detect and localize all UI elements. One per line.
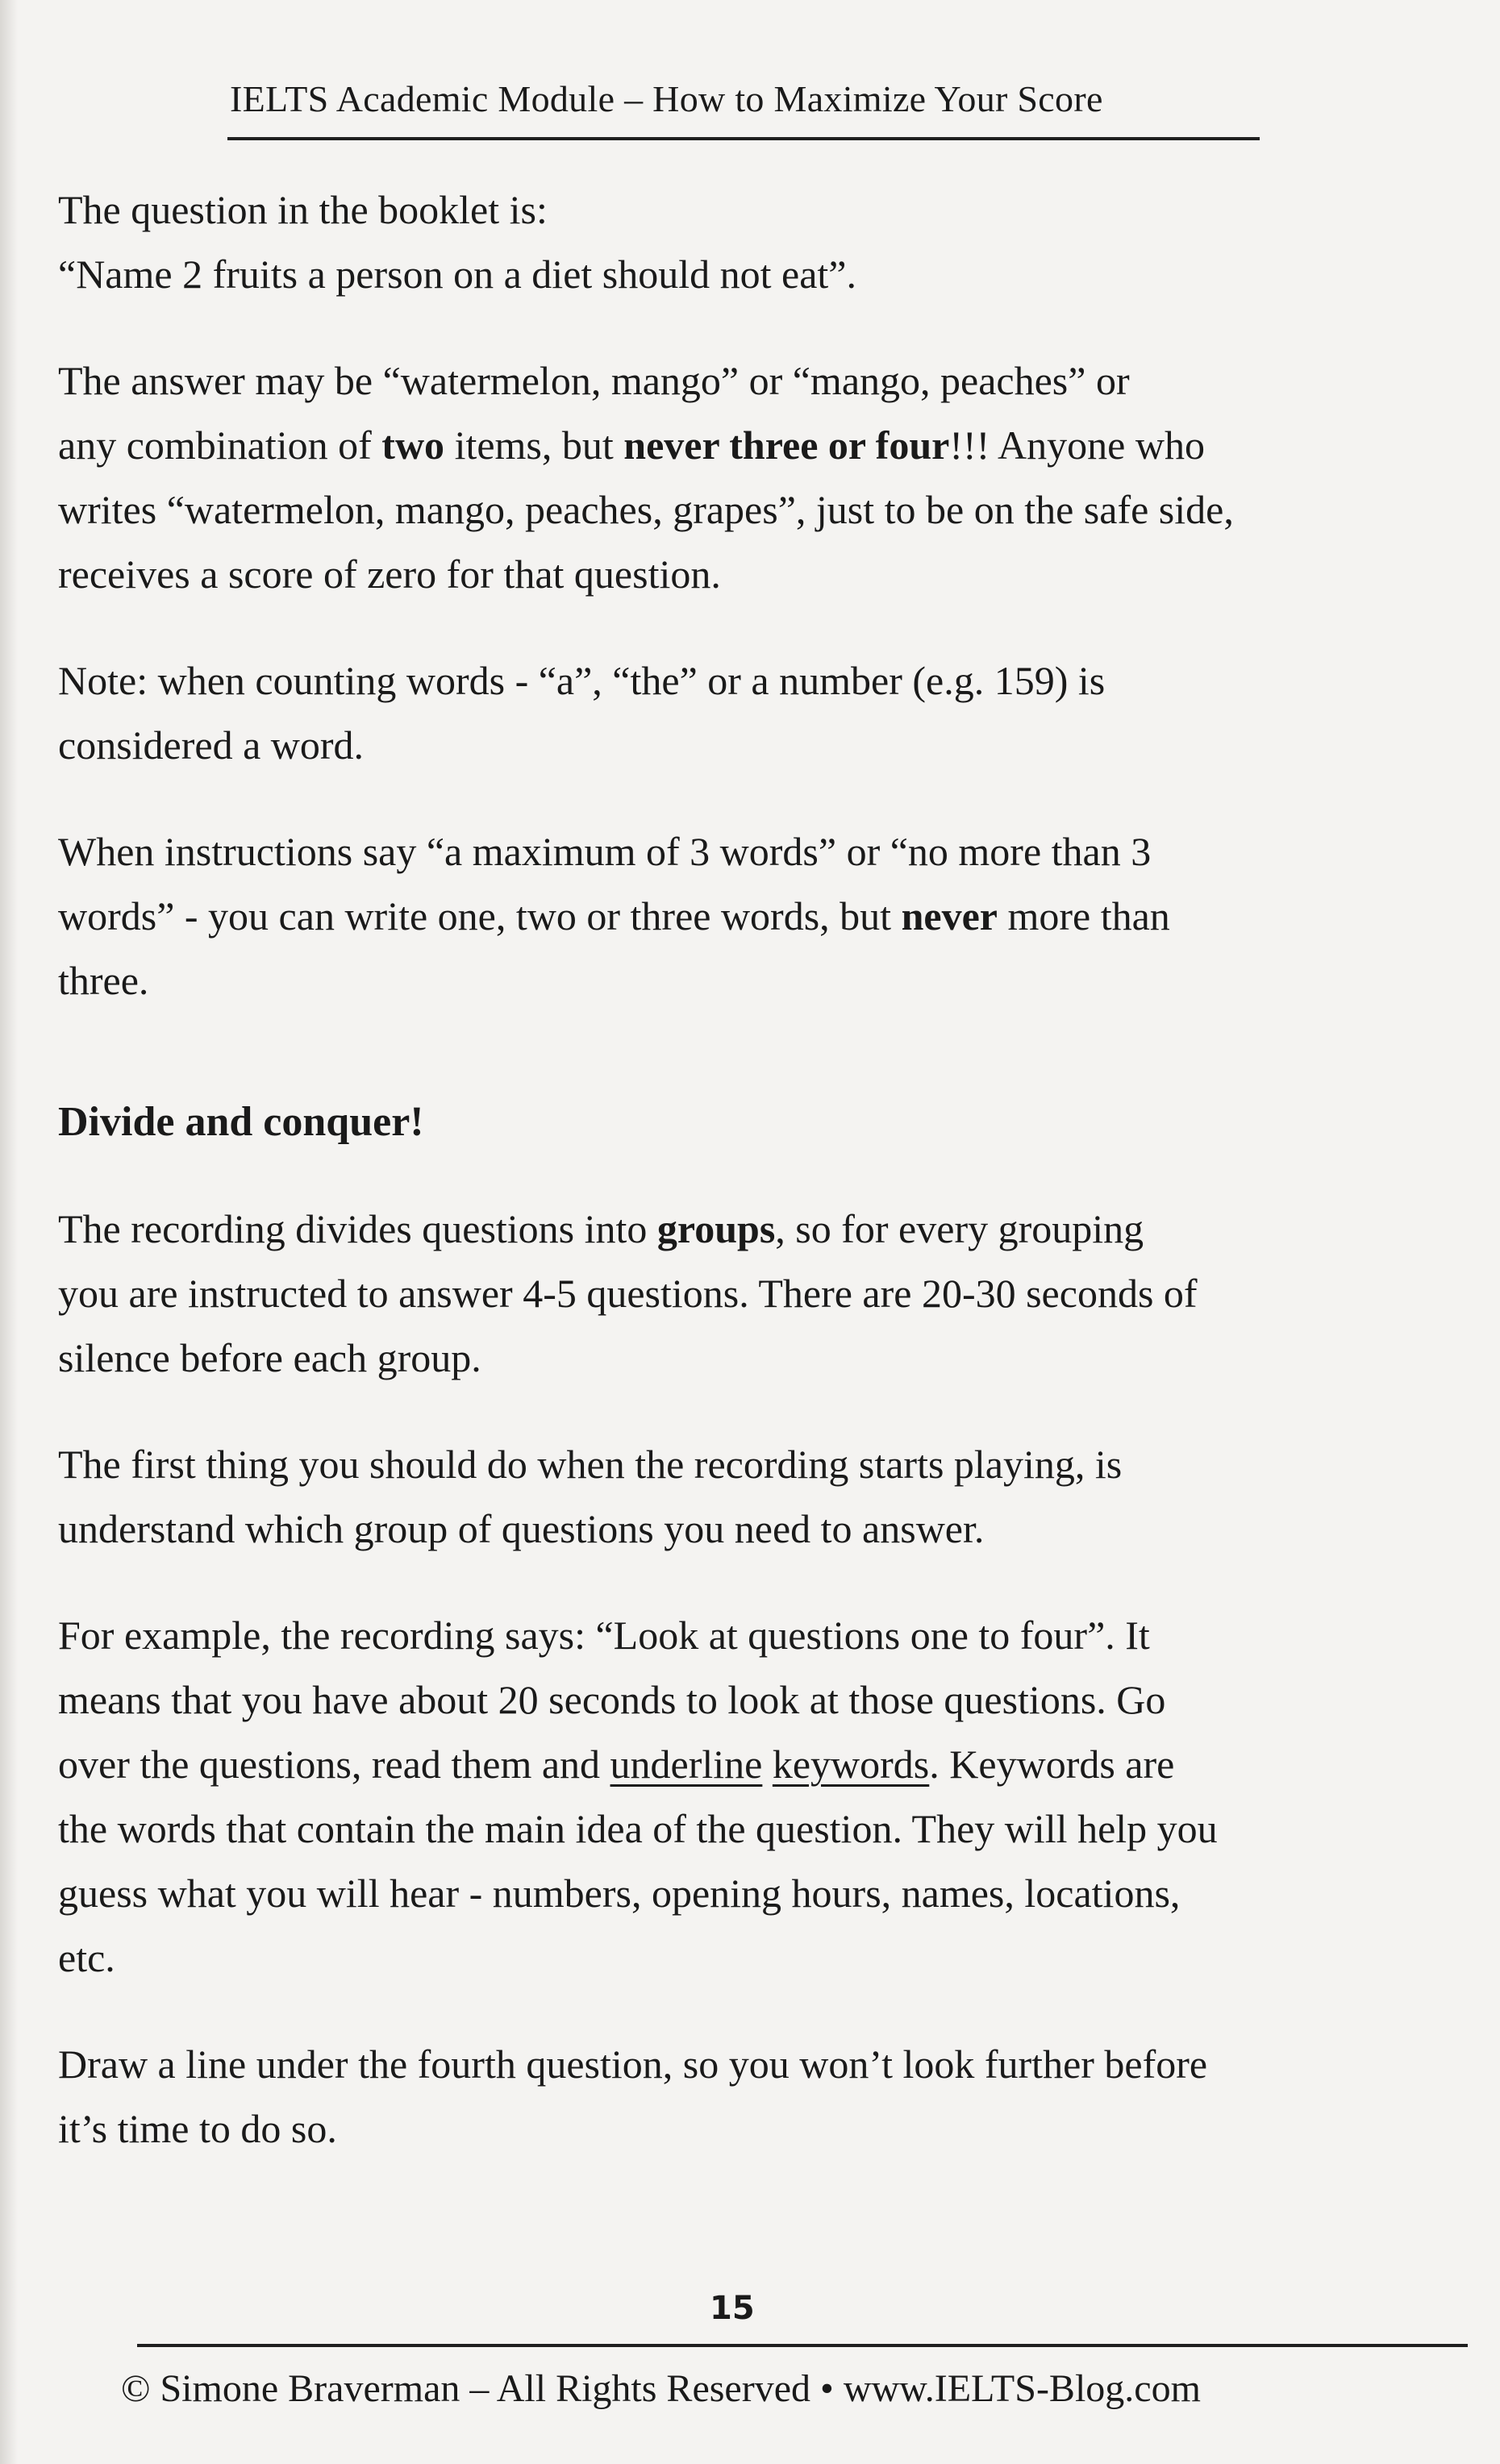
text-line: means that you have about 20 seconds to look at those questions. Go — [58, 1677, 1166, 1722]
page-edge-shadow — [0, 0, 18, 2464]
bold-text: groups — [656, 1206, 776, 1251]
text-line: “Name 2 fruits a person on a diet should not eat”. — [58, 252, 856, 297]
underlined-text: underline — [610, 1742, 763, 1787]
text-line: you are instructed to answer 4-5 questions. There are 20-30 seconds of — [58, 1271, 1198, 1316]
text-span — [762, 1742, 773, 1787]
text-line: guess what you will hear - numbers, opening hours, names, locations, — [58, 1871, 1181, 1916]
text-span: words” - you can write one, two or three words, but — [58, 893, 902, 939]
text-span: . Keywords are — [929, 1742, 1175, 1787]
text-span: !!! Anyone who — [949, 422, 1205, 468]
text-line: etc. — [58, 1935, 115, 1980]
text-span: , so for every grouping — [775, 1206, 1144, 1251]
text-line: The answer may be “watermelon, mango” or “mango, peaches” or — [58, 358, 1130, 403]
underlined-text: keywords — [772, 1742, 930, 1787]
paragraph-example — [58, 1603, 1429, 1990]
text-line — [58, 413, 1429, 477]
text-span: items, but — [444, 422, 624, 468]
text-line: silence before each group. — [58, 1335, 481, 1380]
text-line: The question in the booklet is: — [58, 187, 548, 232]
text-line: understand which group of questions you need to answer. — [58, 1506, 985, 1551]
text-span: The recording divides questions into — [58, 1206, 657, 1251]
page-body — [58, 177, 1429, 2203]
text-span: over the questions, read them and — [58, 1742, 610, 1787]
paragraph-groups — [58, 1197, 1429, 1390]
text-line: receives a score of zero for that question. — [58, 551, 721, 597]
bold-text: never three or four — [623, 422, 950, 468]
paragraph-instructions — [58, 819, 1429, 1013]
paragraph-question — [58, 177, 1429, 306]
text-span: more than — [997, 893, 1170, 939]
bold-text: two — [381, 422, 445, 468]
paragraph-draw-line — [58, 2032, 1429, 2161]
text-line: considered a word. — [58, 722, 365, 768]
text-line: three. — [58, 958, 149, 1003]
text-line: Note: when counting words - “a”, “the” or a number (e.g. 159) is — [58, 658, 1106, 703]
text-line: The first thing you should do when the recording starts playing, is — [58, 1442, 1123, 1487]
text-line: writes “watermelon, mango, peaches, grapes”, just to be on the safe side, — [58, 487, 1234, 532]
text-line: the words that contain the main idea of the question. They will help you — [58, 1806, 1218, 1851]
section-heading: Divide and conquer! — [58, 1099, 424, 1145]
text-line — [58, 1732, 1429, 1796]
footer-rule — [137, 2344, 1468, 2347]
text-line: When instructions say “a maximum of 3 words” or “no more than 3 — [58, 829, 1152, 874]
header-rule — [227, 137, 1260, 140]
paragraph-answer — [58, 348, 1429, 606]
text-line: it’s time to do so. — [58, 2106, 337, 2151]
paragraph-note — [58, 648, 1429, 777]
text-span: any combination of — [58, 422, 382, 468]
text-line — [58, 1197, 1429, 1261]
text-line — [58, 884, 1429, 948]
page-number: 15 — [710, 2290, 755, 2327]
footer-copyright: © Simone Braverman – All Rights Reserved • www.IELTS-Blog.com — [121, 2367, 1201, 2410]
text-line: For example, the recording says: “Look at questions one to four”. It — [58, 1613, 1150, 1658]
paragraph-first-thing — [58, 1432, 1429, 1561]
bold-text: never — [901, 893, 998, 939]
running-header: IELTS Academic Module – How to Maximize Your Score — [230, 78, 1103, 119]
text-line: Draw a line under the fourth question, so you won’t look further before — [58, 2042, 1208, 2087]
